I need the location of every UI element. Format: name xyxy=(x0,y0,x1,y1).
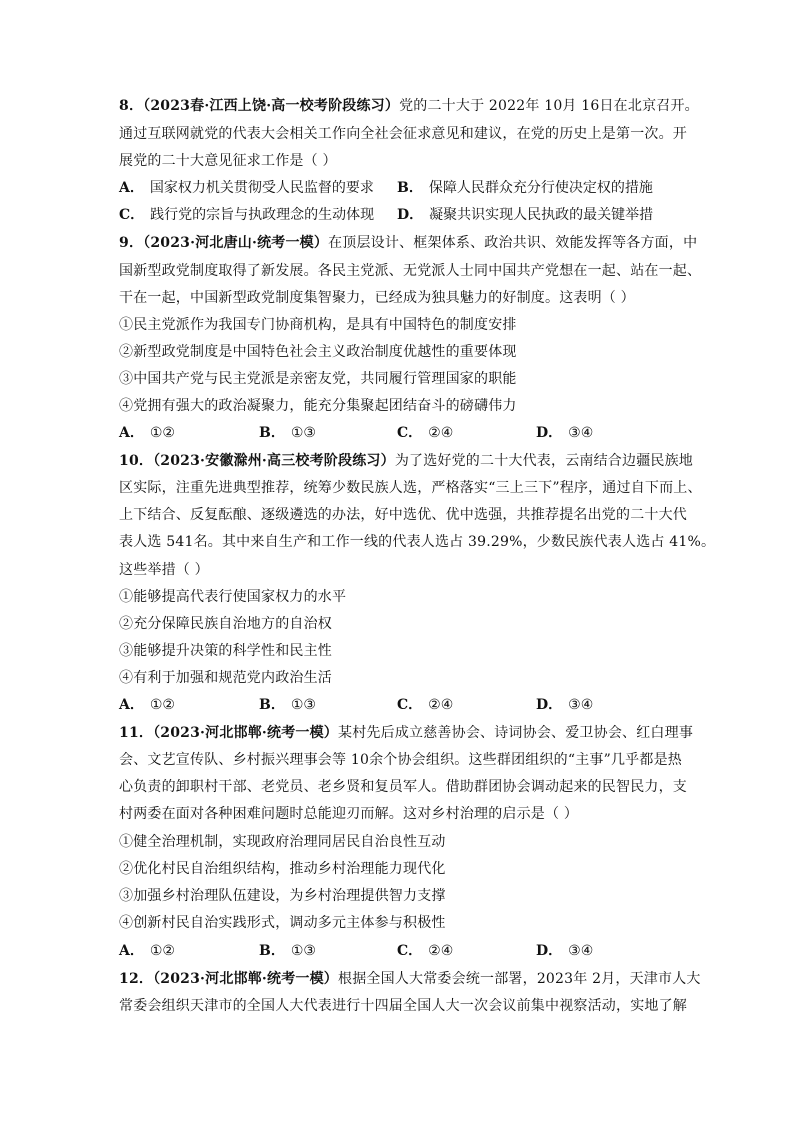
question-8-line-2: 通过互联网就党的代表大会相关工作向全社会征求意见和建议，在党的历史上是第一次。开 xyxy=(119,126,687,142)
question-stem-text: 为了选好党的二十大代表，云南结合边疆民族地 xyxy=(394,453,694,469)
question-10-line-5: 这些举措（ ） xyxy=(119,562,209,578)
option-b[interactable]: B． ①③ xyxy=(259,697,316,713)
statement-4: ④党拥有强大的政治凝聚力，能充分集聚起团结奋斗的磅礴伟力 xyxy=(119,398,517,414)
option-d[interactable]: D． ③④ xyxy=(536,943,594,959)
option-a[interactable]: A． ①② xyxy=(119,697,175,713)
question-11-line-1 xyxy=(119,724,694,742)
option-c[interactable]: C． ②④ xyxy=(397,425,454,441)
question-9-line-2: 国新型政党制度取得了新发展。各民主党派、无党派人士同中国共产党想在一起、站在一起、 xyxy=(119,263,702,279)
option-a[interactable]: A． ①② xyxy=(119,943,175,959)
question-12-line-2: 常委会组织天津市的全国人大代表进行十四届全国人大一次会议前集中视察活动，实地了解 xyxy=(119,998,687,1014)
question-11-line-2: 会、文艺宣传队、乡村振兴理事会等 10余个协会组织。这些群团组织的“主事”几乎都是热 xyxy=(119,752,682,768)
statement-4: ④有利于加强和规范党内政治生活 xyxy=(119,670,332,686)
question-9-line-3: 干在一起，中国新型政党制度集智聚力，已经成为独具魅力的好制度。这表明（ ） xyxy=(119,290,635,306)
question-source: （2023·河北邯郸·统考一模） xyxy=(153,725,339,741)
statement-1: ①能够提高代表行使国家权力的水平 xyxy=(119,589,347,605)
statement-3: ③能够提升决策的科学性和民主性 xyxy=(119,643,332,659)
question-stem-text: 根据全国人大常委会统一部署，2023年 2月，天津市人大 xyxy=(338,971,701,987)
question-stem-text: 党的二十大于 2022年 10月 16日在北京召开。 xyxy=(399,98,699,114)
question-12-line-1 xyxy=(119,970,701,988)
question-8-line-1 xyxy=(119,97,699,115)
question-9-line-1 xyxy=(119,234,698,252)
option-c[interactable]: C． 践行党的宗旨与执政理念的生动体现 xyxy=(119,207,375,223)
question-number: 10． xyxy=(119,453,154,469)
question-source: （2023·安徽滁州·高三校考阶段练习） xyxy=(153,453,395,469)
question-source: （2023·河北邯郸·统考一模） xyxy=(153,971,339,987)
question-10-line-2: 区实际，注重先进典型推荐，统筹少数民族人选，严格落实“三上三下”程序，通过自下而上、 xyxy=(119,480,702,496)
option-a[interactable]: A． ①② xyxy=(119,425,175,441)
statement-2: ②优化村民自治组织结构，推动乡村治理能力现代化 xyxy=(119,861,446,877)
option-d[interactable]: D． 凝聚共识实现人民执政的最关键举措 xyxy=(397,207,654,223)
question-11-line-4: 村两委在面对各种困难问题时总能迎刃而解。这对乡村治理的启示是（ ） xyxy=(119,806,579,822)
question-10-line-3: 上下结合、反复酝酿、逐级遴选的办法，好中选优、优中选强，共推荐提名出党的二十大代 xyxy=(119,507,687,523)
option-c[interactable]: C． ②④ xyxy=(397,697,454,713)
option-d[interactable]: D． ③④ xyxy=(536,697,594,713)
statement-2: ②新型政党制度是中国特色社会主义政治制度优越性的重要体现 xyxy=(119,344,517,360)
question-10-line-4: 表人选 541名。其中来自生产和工作一线的代表人选占 39.29%，少数民族代表人选占 41%。 xyxy=(119,534,716,550)
statement-1: ①民主党派作为我国专门协商机构，是具有中国特色的制度安排 xyxy=(119,317,517,333)
question-number: 11． xyxy=(119,725,154,741)
option-c[interactable]: C． ②④ xyxy=(397,943,454,959)
statement-4: ④创新村民自治实践形式，调动多元主体参与积极性 xyxy=(119,915,446,931)
statement-1: ①健全治理机制，实现政府治理同居民自治良性互动 xyxy=(119,834,446,850)
statement-3: ③加强乡村治理队伍建设，为乡村治理提供智力支撑 xyxy=(119,888,446,904)
question-stem-text: 在顶层设计、框架体系、政治共识、效能发挥等各方面，中 xyxy=(328,235,698,251)
option-a[interactable]: A． 国家权力机关贯彻受人民监督的要求 xyxy=(119,180,374,196)
question-source: （2023·河北唐山·统考一模） xyxy=(143,235,329,251)
statement-2: ②充分保障民族自治地方的自治权 xyxy=(119,616,332,632)
statement-3: ③中国共产党与民主党派是亲密友党，共同履行管理国家的职能 xyxy=(119,371,517,387)
question-source: （2023春·江西上饶·高一校考阶段练习） xyxy=(143,98,400,114)
question-stem-text: 某村先后成立慈善协会、诗词协会、爱卫协会、红白理事 xyxy=(338,725,694,741)
option-b[interactable]: B． ①③ xyxy=(259,943,316,959)
question-8-line-3: 展党的二十大意见征求工作是（ ） xyxy=(119,153,337,169)
option-d[interactable]: D． ③④ xyxy=(536,425,594,441)
question-11-line-3: 心负责的卸职村干部、老党员、老乡贤和复员军人。借助群团协会调动起来的民智民力，支 xyxy=(119,779,687,795)
question-number: 9． xyxy=(119,235,144,251)
question-number: 8． xyxy=(119,98,144,114)
option-b[interactable]: B． 保障人民群众充分行使决定权的措施 xyxy=(397,180,653,196)
question-number: 12． xyxy=(119,971,154,987)
question-10-line-1 xyxy=(119,452,694,470)
option-b[interactable]: B． ①③ xyxy=(259,425,316,441)
